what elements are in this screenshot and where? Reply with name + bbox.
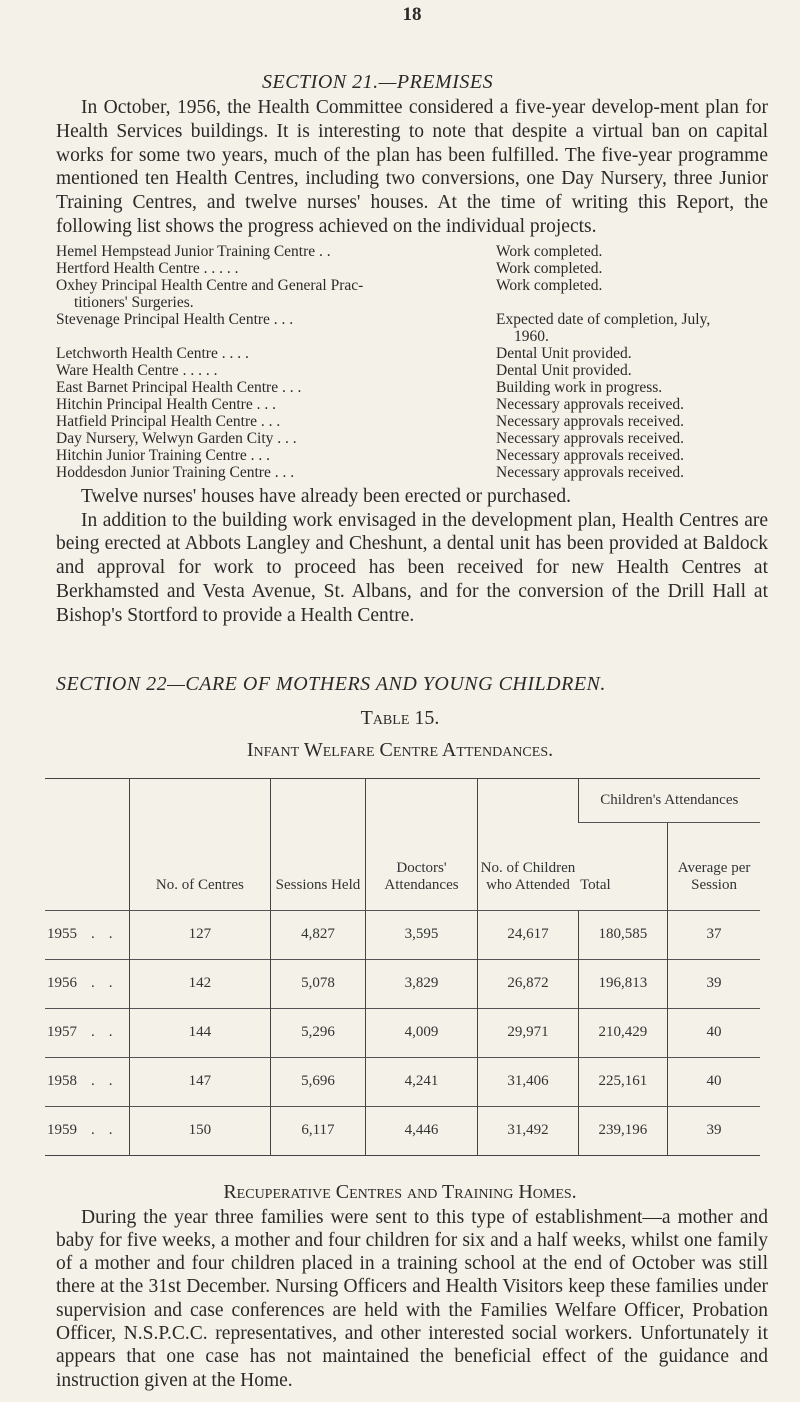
doctors-cell: 4,009 bbox=[365, 1008, 478, 1057]
nurses-houses-paragraph: Twelve nurses' houses have already been erected or purchased. bbox=[81, 485, 571, 507]
leader-dots: .. bbox=[91, 926, 127, 943]
project-name: Oxhey Principal Health Centre and General Prac- bbox=[56, 276, 364, 294]
doctors-cell: 4,241 bbox=[365, 1057, 478, 1106]
project-status: Necessary approvals received. bbox=[496, 446, 685, 464]
project-name: Hatfield Principal Health Centre . . . bbox=[56, 412, 281, 430]
leader-dots: .. bbox=[91, 1073, 127, 1090]
children-cell: 24,617 bbox=[478, 910, 578, 959]
attendances-table bbox=[45, 778, 760, 1156]
table-label: Table 15. bbox=[360, 706, 440, 729]
year-cell bbox=[45, 1008, 129, 1057]
average-cell: 40 bbox=[668, 1008, 760, 1057]
project-item bbox=[56, 379, 768, 396]
leader-dots: .. bbox=[91, 1024, 127, 1041]
year-cell bbox=[45, 1057, 129, 1106]
sessions-cell: 5,078 bbox=[271, 959, 365, 1008]
project-name: Day Nursery, Welwyn Garden City . . . bbox=[56, 429, 297, 447]
children-cell: 31,406 bbox=[478, 1057, 578, 1106]
project-item bbox=[56, 413, 768, 430]
project-status: Necessary approvals received. bbox=[496, 395, 685, 413]
sessions-cell: 5,696 bbox=[271, 1057, 365, 1106]
project-name: Letchworth Health Centre . . . . bbox=[56, 344, 249, 362]
sessions-cell: 5,296 bbox=[271, 1008, 365, 1057]
year-cell bbox=[45, 1106, 129, 1155]
centres-cell: 150 bbox=[129, 1106, 271, 1155]
project-item bbox=[56, 243, 768, 260]
project-status: Necessary approvals received. bbox=[496, 412, 685, 430]
centres-cell: 144 bbox=[129, 1008, 271, 1057]
project-item bbox=[56, 464, 768, 481]
total-header: Total bbox=[578, 822, 668, 910]
project-item bbox=[56, 396, 768, 413]
centres-header: No. of Centres bbox=[129, 778, 271, 910]
project-status: Expected date of completion, July, bbox=[496, 310, 711, 328]
project-status: Work completed. bbox=[496, 242, 603, 260]
project-item bbox=[56, 311, 768, 345]
children-cell: 26,872 bbox=[478, 959, 578, 1008]
total-cell: 239,196 bbox=[578, 1106, 668, 1155]
project-name: Hertford Health Centre . . . . . bbox=[56, 259, 239, 277]
total-cell: 196,813 bbox=[578, 959, 668, 1008]
children-cell: 31,492 bbox=[478, 1106, 578, 1155]
recuperative-paragraph: During the year three families were sent to this type of establishment—a mother and baby for five weeks, a mother and four children for six and a half weeks, whilst one family of a mother and four children placed in a training school at the end of October was still there at the 31st December. Nursing Officers and Health Visitors keep these families under supervision and case conferences are held with the Families Welfare Officer, Probation Officer, N.S.P.C.C. representatives, and other interested social workers. Unfortunately it appears that one case has not maintained the beneficial effect of the guidance and instruction given at the Home. bbox=[56, 1206, 768, 1391]
project-status: Work completed. bbox=[496, 276, 603, 294]
project-item bbox=[56, 430, 768, 447]
leader-dots: .. bbox=[91, 975, 127, 992]
average-cell: 37 bbox=[668, 910, 760, 959]
childrens-attendances-header: Children's Attendances bbox=[578, 778, 760, 822]
total-cell: 180,585 bbox=[578, 910, 668, 959]
project-list bbox=[56, 243, 768, 481]
doctors-cell: 4,446 bbox=[365, 1106, 478, 1155]
project-name: Hemel Hempstead Junior Training Centre . . bbox=[56, 242, 331, 260]
recuperative-heading: Recuperative Centres and Training Homes. bbox=[223, 1180, 577, 1203]
average-cell: 40 bbox=[668, 1057, 760, 1106]
project-status: Dental Unit provided. bbox=[496, 344, 632, 362]
project-status-cont: 1960. bbox=[514, 327, 549, 345]
leader-dots: .. bbox=[91, 1122, 127, 1139]
project-status: Dental Unit provided. bbox=[496, 361, 632, 379]
centres-cell: 147 bbox=[129, 1057, 271, 1106]
year: 1958 bbox=[47, 1073, 77, 1090]
year: 1957 bbox=[47, 1024, 77, 1041]
year: 1955 bbox=[47, 926, 77, 943]
intro-paragraph: In October, 1956, the Health Committee considered a five-year develop-ment plan for Health Services buildings. It is interesting to note that despite a virtual ban on capital works for some two years, much of the plan has been fulfilled. The five-year programme mentioned ten Health Centres, including two conversions, one Day Nursery, three Junior Training Centres, and twelve nurses' houses. At the time of writing this Report, the following list shows the progress achieved on the individual projects. bbox=[56, 97, 768, 237]
project-item bbox=[56, 277, 768, 311]
average-header: Average per Session bbox=[668, 822, 760, 910]
doctors-cell: 3,829 bbox=[365, 959, 478, 1008]
year-header bbox=[45, 778, 129, 910]
average-cell: 39 bbox=[668, 959, 760, 1008]
centres-cell: 142 bbox=[129, 959, 271, 1008]
table-row bbox=[45, 1106, 760, 1155]
project-item bbox=[56, 447, 768, 464]
average-cell: 39 bbox=[668, 1106, 760, 1155]
year: 1959 bbox=[47, 1122, 77, 1139]
children-header: No. of Children who Attended bbox=[478, 778, 578, 910]
total-cell: 210,429 bbox=[578, 1008, 668, 1057]
project-status: Necessary approvals received. bbox=[496, 463, 685, 481]
project-name: Stevenage Principal Health Centre . . . bbox=[56, 310, 294, 328]
table-row bbox=[45, 959, 760, 1008]
section-22-heading: SECTION 22—CARE OF MOTHERS AND YOUNG CHILDREN. bbox=[56, 672, 606, 695]
project-name: Hitchin Junior Training Centre . . . bbox=[56, 446, 270, 464]
year: 1956 bbox=[47, 975, 77, 992]
page-number: 18 bbox=[402, 4, 422, 25]
year-cell bbox=[45, 910, 129, 959]
project-status: Building work in progress. bbox=[496, 378, 663, 396]
table-title: Infant Welfare Centre Attendances. bbox=[246, 738, 554, 761]
table-row bbox=[45, 910, 760, 959]
centres-cell: 127 bbox=[129, 910, 271, 959]
project-item bbox=[56, 362, 768, 379]
total-cell: 225,161 bbox=[578, 1057, 668, 1106]
section-21-intro bbox=[56, 96, 768, 239]
project-name: East Barnet Principal Health Centre . . . bbox=[56, 378, 302, 396]
project-name-cont: titioners' Surgeries. bbox=[74, 293, 194, 311]
table-row bbox=[45, 1057, 760, 1106]
development-paragraph: In addition to the building work envisaged in the development plan, Health Centres are being erected at Abbots Langley and Cheshunt, a dental unit has been provided at Baldock and approval for work to proceed has been received for new Health Centres at Berkhamsted and Vesta Avenue, St. Albans, and for the conversion of the Drill Hall at Bishop's Stortford to provide a Health Centre. bbox=[56, 509, 768, 626]
project-status: Necessary approvals received. bbox=[496, 429, 685, 447]
sessions-cell: 4,827 bbox=[271, 910, 365, 959]
children-cell: 29,971 bbox=[478, 1008, 578, 1057]
recuperative-section bbox=[56, 1206, 768, 1392]
project-name: Hitchin Principal Health Centre . . . bbox=[56, 395, 276, 413]
project-name: Hoddesdon Junior Training Centre . . . bbox=[56, 463, 295, 481]
project-item bbox=[56, 260, 768, 277]
project-name: Ware Health Centre . . . . . bbox=[56, 361, 218, 379]
project-item bbox=[56, 345, 768, 362]
project-status: Work completed. bbox=[496, 259, 603, 277]
table-row bbox=[45, 1008, 760, 1057]
doctors-cell: 3,595 bbox=[365, 910, 478, 959]
doctors-header: Doctors' Attendances bbox=[365, 778, 478, 910]
sessions-header: Sessions Held bbox=[271, 778, 365, 910]
section-21-closing bbox=[56, 485, 768, 628]
year-cell bbox=[45, 959, 129, 1008]
sessions-cell: 6,117 bbox=[271, 1106, 365, 1155]
section-21-heading: SECTION 21.—PREMISES bbox=[262, 71, 494, 93]
